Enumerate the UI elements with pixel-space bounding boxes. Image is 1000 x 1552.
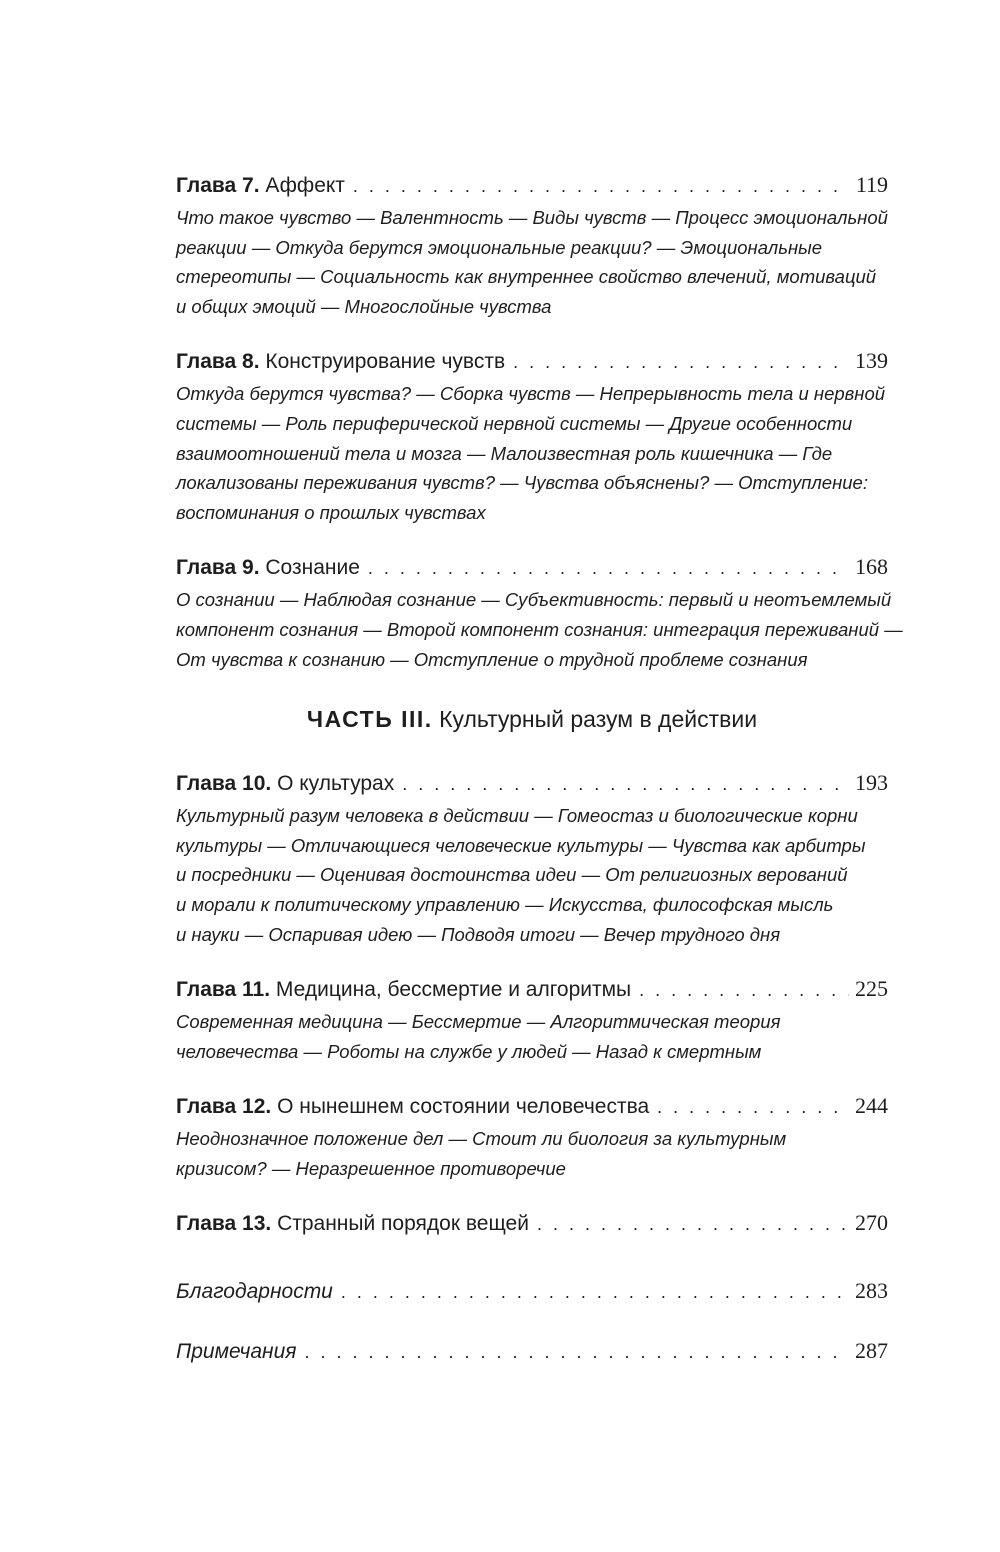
summary-line: О сознании — Наблюдая сознание — Субъективность: первый и неотъемлемый bbox=[176, 589, 892, 611]
table-of-contents bbox=[176, 168, 903, 1369]
chapter-summary bbox=[176, 801, 888, 949]
dot-leader bbox=[513, 345, 849, 379]
dot-leader bbox=[657, 1090, 849, 1124]
page-number: 283 bbox=[855, 1278, 888, 1304]
dot-leader bbox=[537, 1207, 849, 1241]
summary-line: Что такое чувство — Валентность — Виды чувств — Процесс эмоциональной bbox=[176, 207, 888, 228]
chapter-summary bbox=[176, 585, 903, 674]
toc-entry-chapter-7 bbox=[176, 168, 888, 321]
page-number: 270 bbox=[855, 1210, 888, 1236]
chapter-number: Глава 7. bbox=[176, 174, 260, 197]
summary-line: стереотипы — Социальность как внутреннее свойство влечений, мотиваций bbox=[176, 266, 877, 288]
toc-heading-line[interactable] bbox=[176, 972, 888, 1007]
summary-line: локализованы переживания чувств? — Чувства объяснены? — Отступление: bbox=[176, 472, 868, 494]
section-title: Благодарности bbox=[176, 1280, 333, 1304]
chapter-title: Аффект bbox=[265, 174, 345, 197]
toc-heading-line[interactable] bbox=[176, 344, 888, 379]
chapter-number: Глава 11. bbox=[176, 978, 271, 1002]
dot-leader bbox=[639, 973, 849, 1007]
dot-leader bbox=[402, 767, 849, 801]
toc-heading-line[interactable] bbox=[176, 550, 888, 585]
toc-entry-notes bbox=[176, 1334, 888, 1369]
summary-line: и посредники — Оценивая достоинства идеи — От религиозных верований bbox=[176, 864, 848, 886]
chapter-summary bbox=[176, 1007, 888, 1066]
toc-heading-line[interactable] bbox=[176, 1274, 888, 1309]
summary-line: взаимоотношений тела и мозга — Малоизвестная роль кишечника — Где bbox=[176, 442, 833, 464]
chapter-number: Глава 10. bbox=[176, 772, 272, 796]
chapter-title: Конструирование чувств bbox=[265, 350, 506, 374]
page-number: 193 bbox=[855, 770, 888, 796]
dot-leader bbox=[341, 1275, 849, 1309]
summary-line: кризисом? — Неразрешенное противоречие bbox=[176, 1157, 566, 1179]
chapter-title: Сознание bbox=[265, 556, 360, 580]
toc-entry-chapter-8 bbox=[176, 344, 888, 527]
toc-heading-line[interactable] bbox=[176, 1089, 888, 1124]
summary-line: и морали к политическому управлению — Искусства, философская мысль bbox=[176, 893, 834, 915]
toc-entry-chapter-10 bbox=[176, 766, 888, 949]
toc-entry-chapter-11 bbox=[176, 972, 888, 1066]
summary-line: Культурный разум человека в действии — Гомеостаз и биологические корни bbox=[176, 805, 858, 827]
summary-line: Современная медицина — Бессмертие — Алгоритмическая теория bbox=[176, 1011, 781, 1033]
toc-heading-line[interactable] bbox=[176, 1206, 888, 1241]
page-number: 139 bbox=[855, 348, 888, 374]
summary-line: системы — Роль периферической нервной системы — Другие особенности bbox=[176, 412, 853, 434]
summary-line: Неоднозначное положение дел — Стоит ли биология за культурным bbox=[176, 1128, 787, 1150]
dot-leader bbox=[368, 551, 849, 585]
page-number: 168 bbox=[855, 554, 888, 580]
chapter-summary bbox=[176, 379, 888, 527]
toc-entry-chapter-9 bbox=[176, 550, 903, 674]
dot-leader bbox=[353, 169, 850, 203]
dot-leader bbox=[304, 1335, 849, 1369]
part-label: ЧАСТЬ III. bbox=[306, 706, 433, 733]
toc-entry-chapter-12 bbox=[176, 1089, 888, 1183]
chapter-title: О культурах bbox=[277, 772, 395, 796]
summary-line: реакции — Откуда берутся эмоциональные реакции? — Эмоциональные bbox=[176, 236, 823, 258]
summary-line: компонент сознания — Второй компонент сознания: интеграция переживаний — bbox=[176, 618, 903, 640]
page-number: 287 bbox=[855, 1338, 888, 1364]
part-heading[interactable] bbox=[176, 702, 888, 736]
chapter-title: Странный порядок вещей bbox=[277, 1212, 529, 1236]
chapter-summary bbox=[176, 203, 888, 321]
part-title: Культурный разум в действии bbox=[439, 706, 758, 733]
summary-line: От чувства к сознанию — Отступление о трудной проблеме сознания bbox=[176, 648, 808, 670]
chapter-number: Глава 8. bbox=[176, 350, 260, 374]
toc-entry-chapter-13 bbox=[176, 1206, 888, 1241]
summary-line: человечества — Роботы на службе у людей — Назад к смертным bbox=[176, 1040, 762, 1062]
summary-line: и общих эмоций — Многослойные чувства bbox=[176, 295, 552, 317]
page-number: 225 bbox=[855, 976, 888, 1002]
section-title: Примечания bbox=[176, 1340, 297, 1364]
chapter-number: Глава 12. bbox=[176, 1095, 272, 1119]
summary-line: и науки — Оспаривая идею — Подводя итоги — Вечер трудного дня bbox=[176, 923, 781, 945]
chapter-summary bbox=[176, 1124, 888, 1183]
summary-line: Откуда берутся чувства? — Сборка чувств — Непрерывность тела и нервной bbox=[176, 383, 886, 405]
toc-heading-line[interactable] bbox=[176, 168, 888, 203]
toc-heading-line[interactable] bbox=[176, 766, 888, 801]
summary-line: воспоминания о прошлых чувствах bbox=[176, 501, 486, 523]
chapter-title: О нынешнем состоянии человечества bbox=[277, 1095, 650, 1119]
chapter-title: Медицина, бессмертие и алгоритмы bbox=[275, 978, 632, 1002]
page-number: 244 bbox=[855, 1093, 888, 1119]
chapter-number: Глава 13. bbox=[176, 1212, 272, 1236]
page-number: 119 bbox=[855, 172, 888, 197]
toc-heading-line[interactable] bbox=[176, 1334, 888, 1369]
chapter-number: Глава 9. bbox=[176, 556, 260, 580]
summary-line: культуры — Отличающиеся человеческие культуры — Чувства как арбитры bbox=[176, 834, 866, 856]
toc-entry-acknowledgements bbox=[176, 1274, 888, 1309]
